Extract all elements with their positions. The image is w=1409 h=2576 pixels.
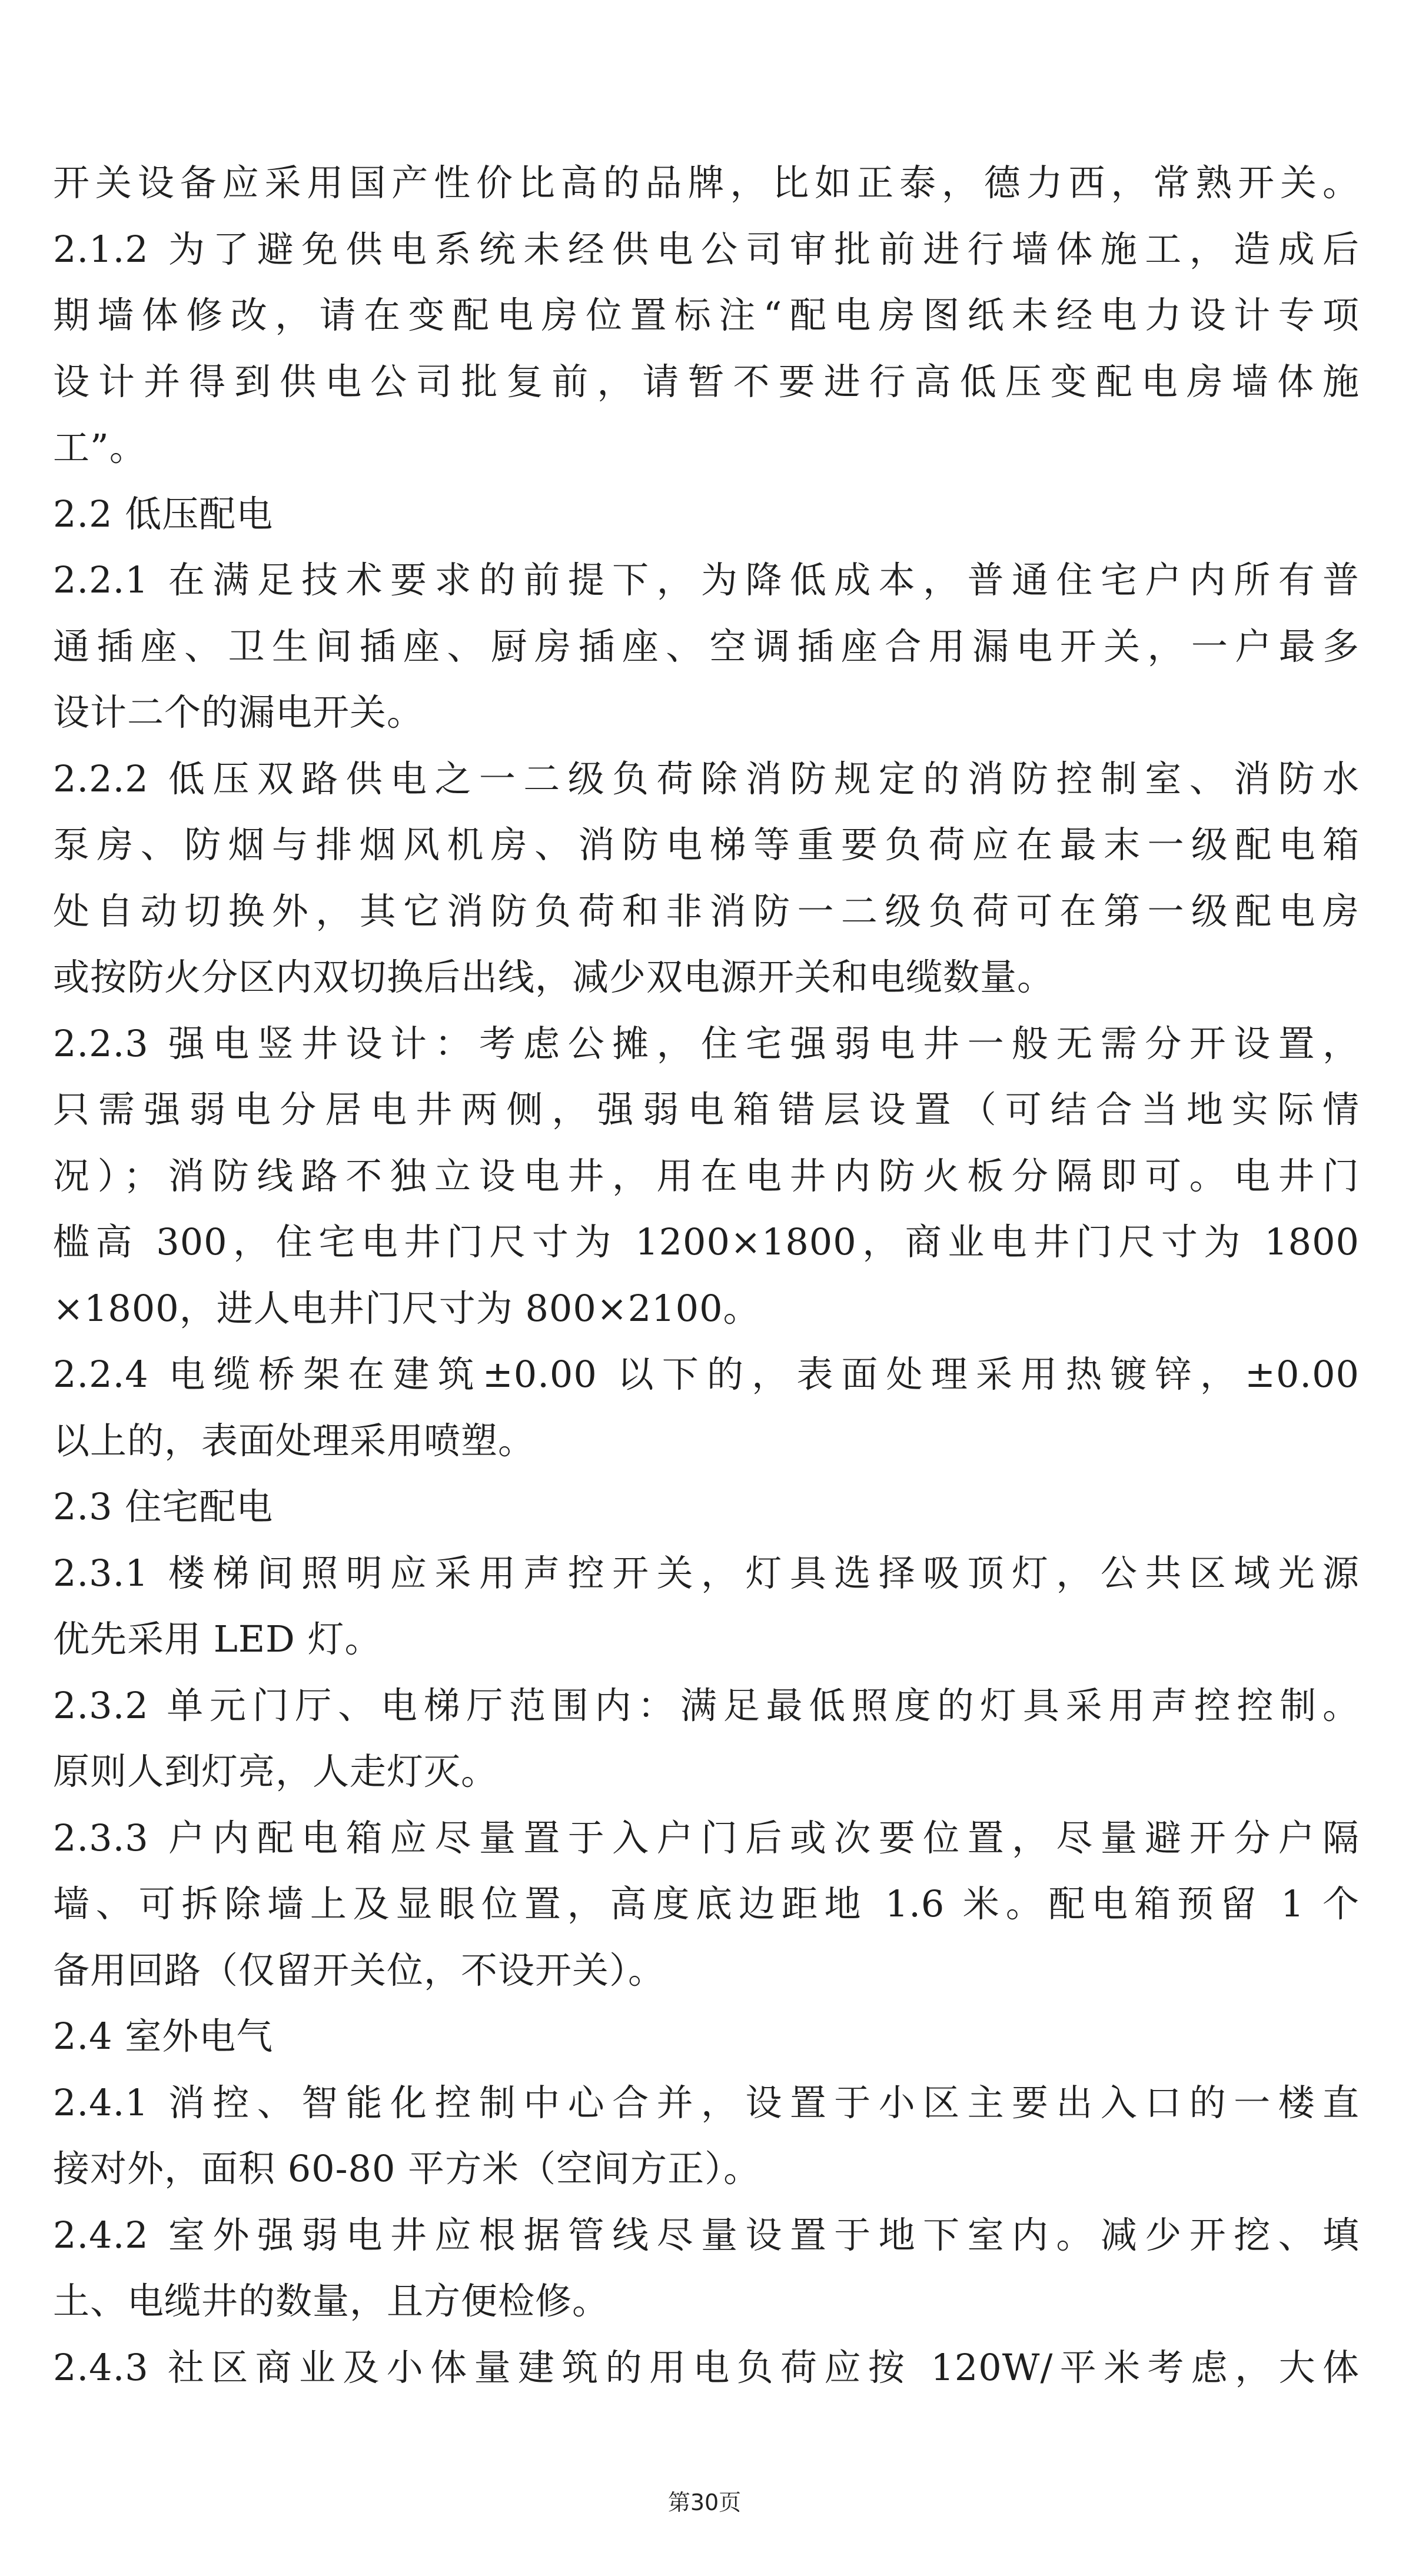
page-number: 第30页 [667, 2490, 742, 2515]
text-line: 通插座、卫生间插座、厨房插座、空调插座合用漏电开关，一户最多 [53, 624, 1360, 668]
text-line: 墙、可拆除墙上及显眼位置，高度底边距地 1.6 米。配电箱预留 1 个 [53, 1882, 1360, 1925]
text-line: 只需强弱电分居电井两侧，强弱电箱错层设置（可结合当地实际情 [53, 1088, 1360, 1131]
text-line: 原则人到灯亮，人走灯灭。 [53, 1750, 499, 1793]
document-body [53, 150, 1360, 2401]
text-line: 槛高 300，住宅电井门尺寸为 1200×1800，商业电井门尺寸为 1800 [53, 1220, 1360, 1263]
text-line: 2.2.4 电缆桥架在建筑±0.00 以下的，表面处理采用热镀锌，±0.00 [53, 1353, 1360, 1396]
text-line: 设计并得到供电公司批复前，请暂不要进行高低压变配电房墙体施 [53, 360, 1360, 403]
text-line: ×1800，进人电井门尺寸为 800×2100。 [53, 1286, 760, 1330]
text-line: 工”。 [53, 426, 147, 469]
text-line: 2.2.1 在满足技术要求的前提下，为降低成本，普通住宅户内所有普 [53, 558, 1360, 601]
text-line: 2.2.3 强电竖井设计：考虑公摊，住宅强弱电井一般无需分开设置， [53, 1021, 1360, 1065]
text-line: 泵房、防烟与排烟风机房、消防电梯等重要负荷应在最末一级配电箱 [53, 823, 1360, 866]
section-heading: 2.2 低压配电 [53, 492, 274, 535]
section-heading: 2.3 住宅配电 [53, 1485, 274, 1528]
section-heading: 2.4 室外电气 [53, 2015, 274, 2058]
text-line: 2.4.2 室外强弱电井应根据管线尽量设置于地下室内。减少开挖、填 [53, 2213, 1360, 2257]
text-line: 2.4.3 社区商业及小体量建筑的用电负荷应按 120W/平米考虑，大体 [53, 2345, 1360, 2389]
text-line: 优先采用 LED 灯。 [53, 1618, 382, 1660]
text-line: 土、电缆井的数量，且方便检修。 [53, 2279, 610, 2322]
text-line: 开关设备应采用国产性价比高的品牌，比如正泰，德力西，常熟开关。 [53, 161, 1360, 204]
text-line: 2.3.2 单元门厅、电梯厅范围内：满足最低照度的灯具采用声控控制。 [53, 1683, 1360, 1727]
text-line: 设计二个的漏电开关。 [53, 691, 424, 734]
text-line: 2.3.1 楼梯间照明应采用声控开关，灯具选择吸顶灯，公共区域光源 [53, 1551, 1360, 1595]
text-line: 备用回路（仅留开关位，不设开关）。 [53, 1948, 666, 1992]
text-line: 2.1.2 为了避免供电系统未经供电公司审批前进行墙体施工，造成后 [53, 227, 1360, 271]
text-line: 以上的，表面处理采用喷塑。 [53, 1419, 536, 1462]
text-line: 2.3.3 户内配电箱应尽量置于入户门后或次要位置，尽量避开分户隔 [53, 1816, 1360, 1859]
text-line: 接对外，面积 60-80 平方米（空间方正）。 [53, 2147, 761, 2190]
text-line: 2.4.1 消控、智能化控制中心合并，设置于小区主要出入口的一楼直 [53, 2081, 1360, 2124]
text-line: 2.2.2 低压双路供电之一二级负荷除消防规定的消防控制室、消防水 [53, 757, 1360, 800]
text-line: 处自动切换外，其它消防负荷和非消防一二级负荷可在第一级配电房 [53, 889, 1360, 933]
text-line: 期墙体修改，请在变配电房位置标注“配电房图纸未经电力设计专项 [53, 294, 1360, 337]
text-line: 或按防火分区内双切换后出线，减少双电源开关和电缆数量。 [53, 956, 1055, 999]
text-line: 况）；消防线路不独立设电井，用在电井内防火板分隔即可。电井门 [53, 1154, 1360, 1197]
